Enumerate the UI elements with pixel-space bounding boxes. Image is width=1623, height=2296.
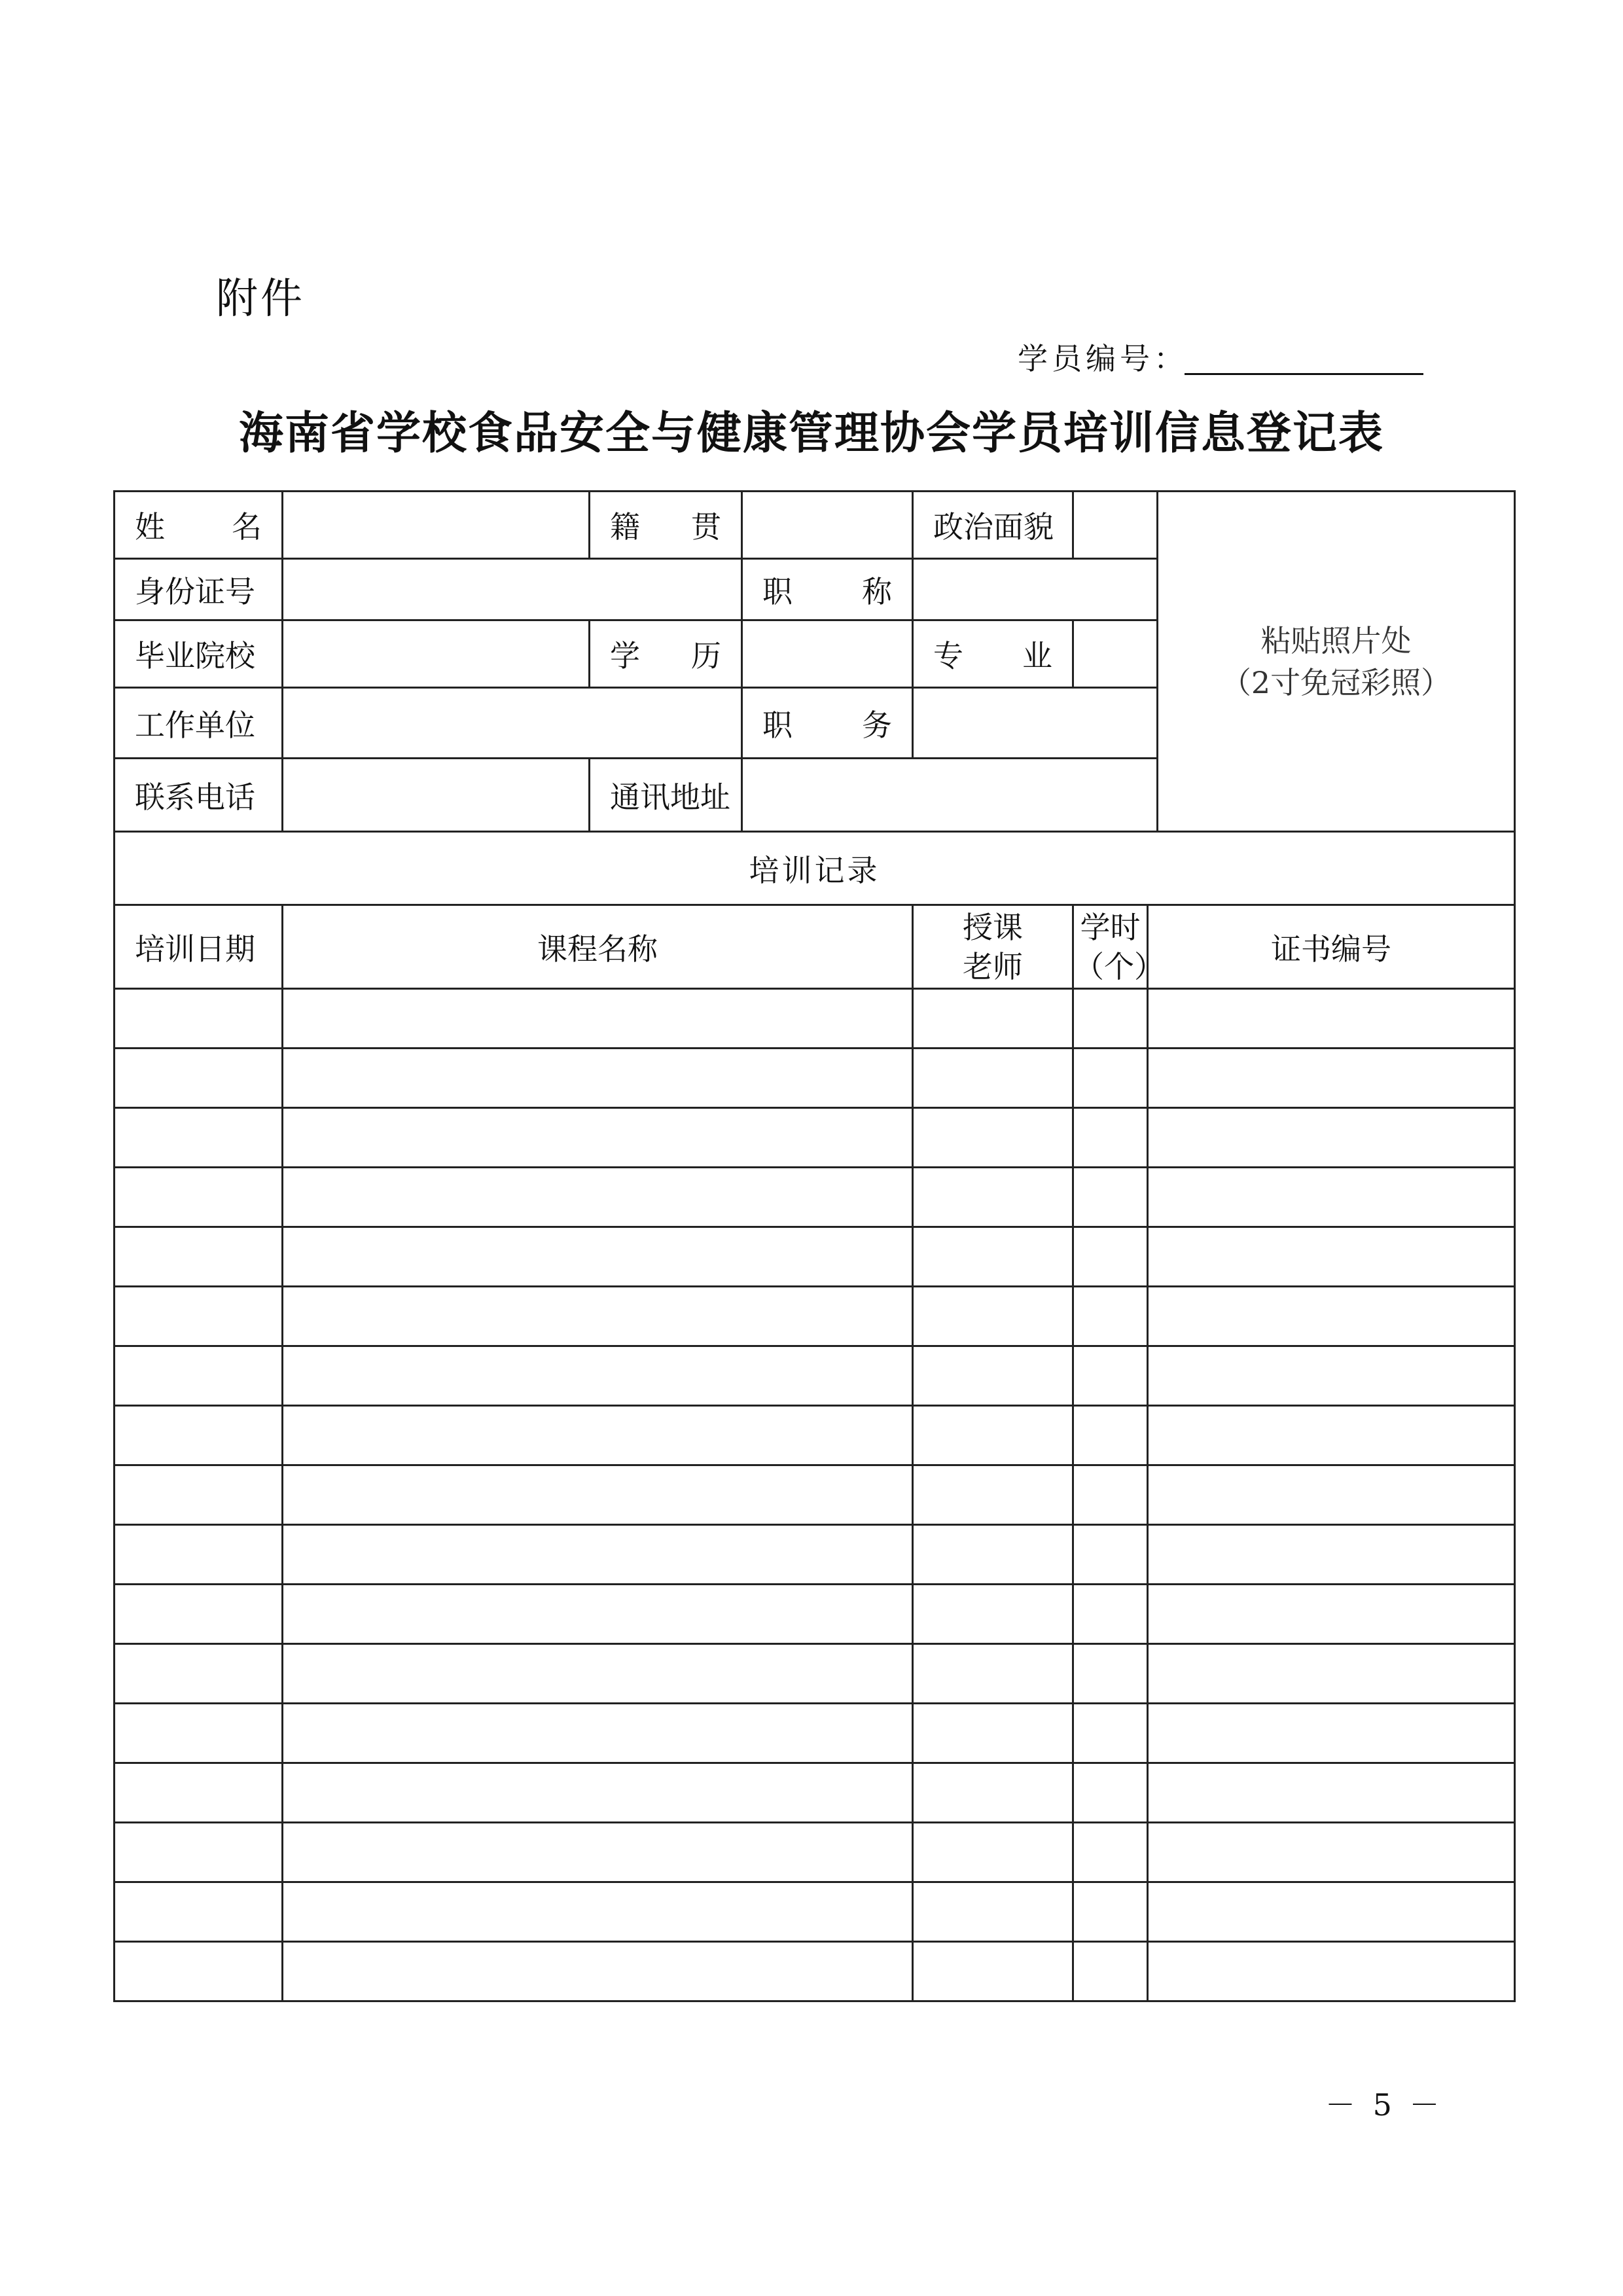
course-cell[interactable]: [283, 1942, 913, 2001]
date-cell[interactable]: [115, 1227, 283, 1287]
teacher-cell[interactable]: [913, 1108, 1073, 1168]
teacher-cell[interactable]: [913, 989, 1073, 1049]
teacher-cell[interactable]: [913, 1168, 1073, 1227]
native-place-value-cell[interactable]: [742, 492, 913, 559]
student-number-label: 学员编号：: [1018, 341, 1188, 376]
page-title: 海南省学校食品安全与健康管理协会学员培训信息登记表: [238, 407, 1384, 459]
teacher-cell[interactable]: [913, 1823, 1073, 1882]
political-status-value-cell[interactable]: [1073, 492, 1158, 559]
training-row: [115, 1882, 1515, 1942]
position-value-cell[interactable]: [913, 688, 1158, 759]
teacher-cell[interactable]: [913, 1406, 1073, 1465]
course-cell[interactable]: [283, 1346, 913, 1406]
hours-cell[interactable]: [1073, 1942, 1148, 2001]
date-cell[interactable]: [115, 1346, 283, 1406]
teacher-cell[interactable]: [913, 1465, 1073, 1525]
certificate-cell[interactable]: [1148, 1227, 1515, 1287]
hours-cell[interactable]: [1073, 1406, 1148, 1465]
hours-cell[interactable]: [1073, 1585, 1148, 1644]
date-cell[interactable]: [115, 1585, 283, 1644]
teacher-cell[interactable]: [913, 1942, 1073, 2001]
course-cell[interactable]: [283, 1406, 913, 1465]
name-label-cell: 姓 名: [115, 492, 283, 559]
photo-instruction-line1: 粘贴照片处: [1260, 622, 1412, 658]
photo-area[interactable]: [1158, 492, 1515, 832]
hours-cell[interactable]: [1073, 1049, 1148, 1108]
teacher-cell[interactable]: [913, 1763, 1073, 1823]
training-row: [115, 1704, 1515, 1763]
certificate-cell[interactable]: [1148, 1704, 1515, 1763]
certificate-cell[interactable]: [1148, 1168, 1515, 1227]
training-row: [115, 1227, 1515, 1287]
id-number-label: 身份证号: [115, 559, 283, 620]
date-cell[interactable]: [115, 1049, 283, 1108]
work-unit-label: 工作单位: [115, 688, 283, 759]
native-place-label-cell: 籍 贯: [590, 492, 742, 559]
phone-value-cell[interactable]: [283, 759, 590, 832]
hours-cell[interactable]: [1073, 1465, 1148, 1525]
certificate-cell[interactable]: [1148, 1346, 1515, 1406]
hours-cell[interactable]: [1073, 1287, 1148, 1346]
hours-cell[interactable]: [1073, 1168, 1148, 1227]
address-value-cell[interactable]: [742, 759, 1158, 832]
training-row: [115, 1465, 1515, 1525]
training-section-row: [115, 832, 1515, 905]
education-value-cell[interactable]: [742, 620, 913, 688]
position-label-cell: 职 务: [742, 688, 913, 759]
info-row-1: [115, 492, 1515, 559]
course-cell[interactable]: [283, 1049, 913, 1108]
registration-form-table: [113, 490, 1516, 2002]
hours-cell[interactable]: [1073, 1704, 1148, 1763]
hours-cell[interactable]: [1073, 1227, 1148, 1287]
teacher-cell[interactable]: [913, 1882, 1073, 1942]
col-certificate-number: 证书编号: [1148, 905, 1515, 989]
training-row: [115, 1942, 1515, 2001]
course-cell[interactable]: [283, 1704, 913, 1763]
teacher-cell[interactable]: [913, 1585, 1073, 1644]
graduate-school-value-cell[interactable]: [283, 620, 590, 688]
date-cell[interactable]: [115, 1763, 283, 1823]
training-row: [115, 1108, 1515, 1168]
teacher-cell[interactable]: [913, 1049, 1073, 1108]
certificate-cell[interactable]: [1148, 1942, 1515, 2001]
teacher-cell[interactable]: [913, 1704, 1073, 1763]
course-cell[interactable]: [283, 1525, 913, 1585]
job-title-value-cell[interactable]: [913, 559, 1158, 620]
training-row: [115, 1763, 1515, 1823]
work-unit-value-cell[interactable]: [283, 688, 742, 759]
major-label-cell: 专 业: [913, 620, 1073, 688]
teacher-cell[interactable]: [913, 1227, 1073, 1287]
course-cell[interactable]: [283, 1465, 913, 1525]
certificate-cell[interactable]: [1148, 1882, 1515, 1942]
name-value-cell[interactable]: [283, 492, 590, 559]
course-cell[interactable]: [283, 989, 913, 1049]
certificate-cell[interactable]: [1148, 1585, 1515, 1644]
hours-cell[interactable]: [1073, 1346, 1148, 1406]
date-cell[interactable]: [115, 1525, 283, 1585]
training-row: [115, 989, 1515, 1049]
training-row: [115, 1406, 1515, 1465]
hours-cell[interactable]: [1073, 1823, 1148, 1882]
teacher-cell[interactable]: [913, 1525, 1073, 1585]
certificate-cell[interactable]: [1148, 1525, 1515, 1585]
course-cell[interactable]: [283, 1168, 913, 1227]
hours-cell[interactable]: [1073, 1108, 1148, 1168]
course-cell[interactable]: [283, 1227, 913, 1287]
certificate-cell[interactable]: [1148, 1644, 1515, 1704]
col-hours: 学时 （个）: [1073, 905, 1148, 989]
certificate-cell[interactable]: [1148, 1406, 1515, 1465]
teacher-cell[interactable]: [913, 1644, 1073, 1704]
date-cell[interactable]: [115, 1704, 283, 1763]
training-header-row: [115, 905, 1515, 989]
course-cell[interactable]: [283, 1108, 913, 1168]
date-cell[interactable]: [115, 1942, 283, 2001]
hours-cell[interactable]: [1073, 1763, 1148, 1823]
attachment-label: 附件: [216, 275, 305, 323]
certificate-cell[interactable]: [1148, 1823, 1515, 1882]
hours-cell[interactable]: [1073, 989, 1148, 1049]
date-cell[interactable]: [115, 1644, 283, 1704]
course-cell[interactable]: [283, 1823, 913, 1882]
date-cell[interactable]: [115, 1465, 283, 1525]
course-cell[interactable]: [283, 1882, 913, 1942]
course-cell[interactable]: [283, 1644, 913, 1704]
course-cell[interactable]: [283, 1287, 913, 1346]
col-teacher: 授课 老师: [913, 905, 1073, 989]
hours-cell[interactable]: [1073, 1525, 1148, 1585]
date-cell[interactable]: [115, 1406, 283, 1465]
certificate-cell[interactable]: [1148, 989, 1515, 1049]
training-row: [115, 1168, 1515, 1227]
id-number-value-cell[interactable]: [283, 559, 742, 620]
hours-cell[interactable]: [1073, 1882, 1148, 1942]
training-row: [115, 1287, 1515, 1346]
date-cell[interactable]: [115, 1287, 283, 1346]
training-row: [115, 1525, 1515, 1585]
certificate-cell[interactable]: [1148, 1763, 1515, 1823]
phone-label: 联系电话: [115, 759, 283, 832]
date-cell[interactable]: [115, 1168, 283, 1227]
hours-cell[interactable]: [1073, 1644, 1148, 1704]
teacher-cell[interactable]: [913, 1287, 1073, 1346]
job-title-label-cell: 职 称: [742, 559, 913, 620]
certificate-cell[interactable]: [1148, 1049, 1515, 1108]
col-training-date: 培训日期: [115, 905, 283, 989]
date-cell[interactable]: [115, 1823, 283, 1882]
photo-instruction-line2: （2寸免冠彩照）: [1221, 664, 1452, 700]
date-cell[interactable]: [115, 1108, 283, 1168]
student-number-blank[interactable]: [1185, 373, 1423, 375]
student-number-field: [1018, 335, 1188, 378]
course-cell[interactable]: [283, 1763, 913, 1823]
certificate-cell[interactable]: [1148, 1108, 1515, 1168]
graduate-school-label: 毕业院校: [115, 620, 283, 688]
training-row: [115, 1823, 1515, 1882]
training-section-title: 培训记录: [115, 832, 1515, 905]
training-row: [115, 1644, 1515, 1704]
certificate-cell[interactable]: [1148, 1465, 1515, 1525]
date-cell[interactable]: [115, 989, 283, 1049]
page-number: － 5 －: [1325, 2087, 1444, 2123]
training-row: [115, 1346, 1515, 1406]
education-label-cell: 学 历: [590, 620, 742, 688]
political-status-label: 政治面貌: [913, 492, 1073, 559]
teacher-cell[interactable]: [913, 1346, 1073, 1406]
certificate-cell[interactable]: [1148, 1287, 1515, 1346]
training-row: [115, 1049, 1515, 1108]
address-label: 通讯地址: [590, 759, 742, 832]
col-course-name: 课程名称: [283, 905, 913, 989]
date-cell[interactable]: [115, 1882, 283, 1942]
training-row: [115, 1585, 1515, 1644]
course-cell[interactable]: [283, 1585, 913, 1644]
major-value-cell[interactable]: [1073, 620, 1158, 688]
